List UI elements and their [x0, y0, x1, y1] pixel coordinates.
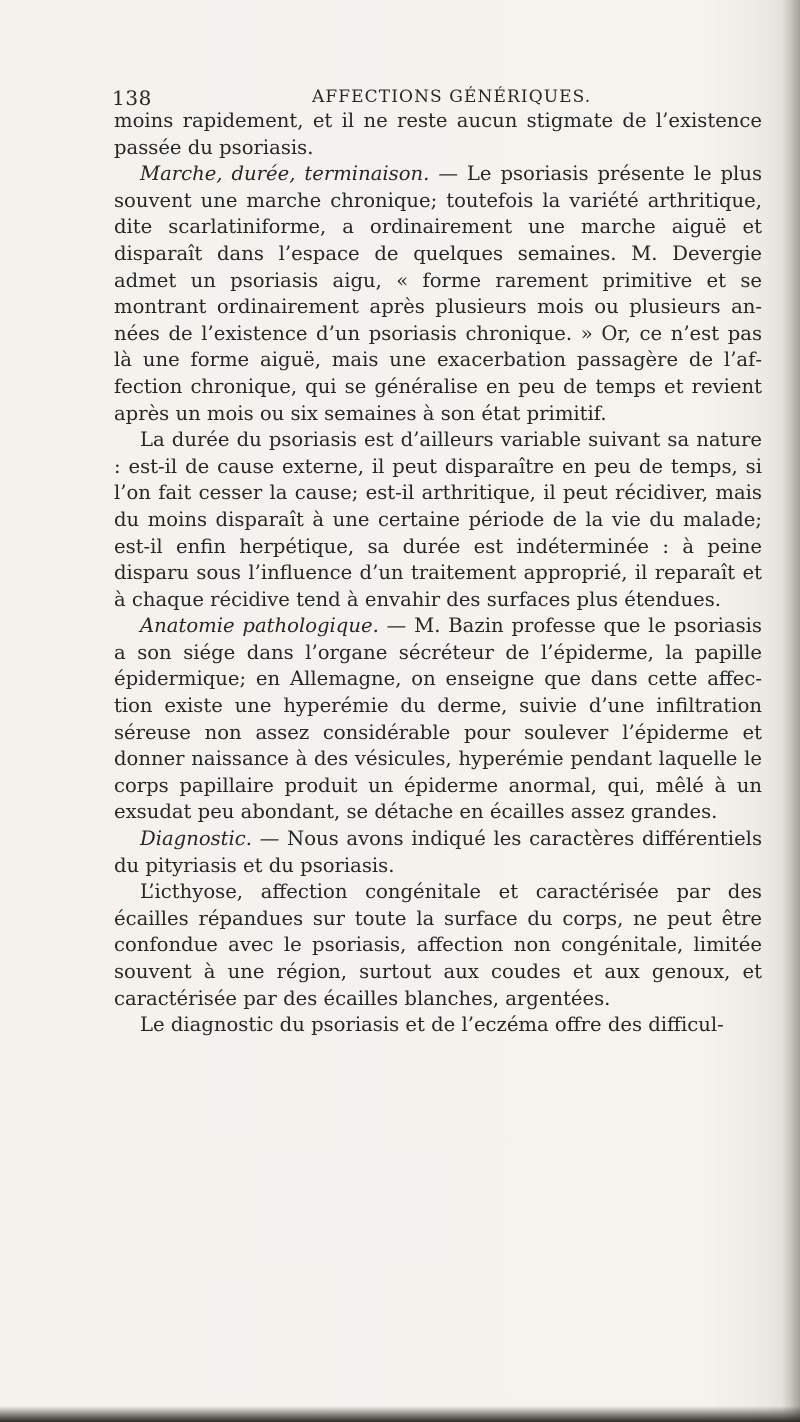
page-bottom-edge	[0, 1406, 800, 1422]
paragraph-text: — M. Bazin professe que le psoriasis a son siége dans l’organe sécréteur de l’épiderme, la papille épidermique; en Allemagne, on enseigne que dans cette affection existe une hyperémie du derme, suivie d’une infiltration séreuse non assez considérable pour soulever l’épiderme et donner naissance à des vésicules, hyperémie pendant laquelle le corps papillaire produit un épiderme anormal, qui, mêlé à un exsudat peu abondant, se détache en écailles assez grandes.	[114, 614, 762, 824]
section-lead-diagnostic: Diagnostic.	[140, 827, 253, 851]
paragraph-text: Le diagnostic du psoriasis et de l’eczéma offre des difficul-	[140, 1013, 724, 1037]
section-lead-marche: Marche, durée, terminaison.	[140, 162, 430, 186]
paragraph-text: La durée du psoriasis est d’ailleurs variable suivant sa nature : est-il de cause externe, il peut disparaître en peu de temps, si l’on fait cesser la cause; est-il arthritique, il peut récidiver, mais du moins disparaît à une certaine période de la vie du malade; est-il enfin herpétique, sa durée est indéterminée : à peine disparu sous l’influence d’un traitement approprié, il reparaît et à chaque récidive tend à envahir des surfaces plus étendues.	[114, 428, 762, 611]
paragraph-marche	[114, 161, 762, 427]
paragraph-duree	[114, 427, 762, 613]
paragraph-text: — Nous avons indiqué les caractères différentiels du pityriasis et du psoriasis.	[114, 827, 762, 877]
paragraph-diagnostic	[114, 826, 762, 879]
paragraph-icthyose	[114, 879, 762, 1012]
running-head: AFFECTIONS GÉNÉRIQUES.	[312, 87, 592, 107]
body-text	[114, 108, 762, 1039]
page-number: 138	[112, 86, 152, 110]
paragraph-text: L’icthyose, affection congénitale et caractérisée par des écailles répandues sur toute la surface du corps, ne peut être confondue avec le psoriasis, affection non congénitale, limitée souvent à une région, surtout aux coudes et aux genoux, et caractérisée par des écailles blanches, argentées.	[114, 880, 762, 1010]
paragraph-continuation	[114, 108, 762, 161]
paragraph-text: moins rapidement, et il ne reste aucun stigmate de l’existence passée du psoriasis.	[114, 109, 762, 159]
paragraph-eczema	[114, 1012, 762, 1039]
page-edge-shadow	[782, 0, 800, 1422]
paragraph-text: — Le psoriasis présente le plus souvent une marche chronique; toutefois la variété arthritique, dite scarlatiniforme, a ordinairement une marche aiguë et disparaît dans l’espace de quelques semaines. M. Devergie admet un psoriasis aigu, « forme rarement primitive et se montrant ordinairement après plusieurs mois ou plusieurs années de l’existence d’un psoriasis chronique. » Or, ce n’est pas là une forme aiguë, mais une exacerbation passagère de l’affection chronique, qui se généralise en peu de temps et revient après un mois ou six semaines à son état primitif.	[114, 162, 762, 425]
section-lead-anatomie: Anatomie pathologique.	[140, 614, 379, 638]
paragraph-anatomie	[114, 613, 762, 826]
